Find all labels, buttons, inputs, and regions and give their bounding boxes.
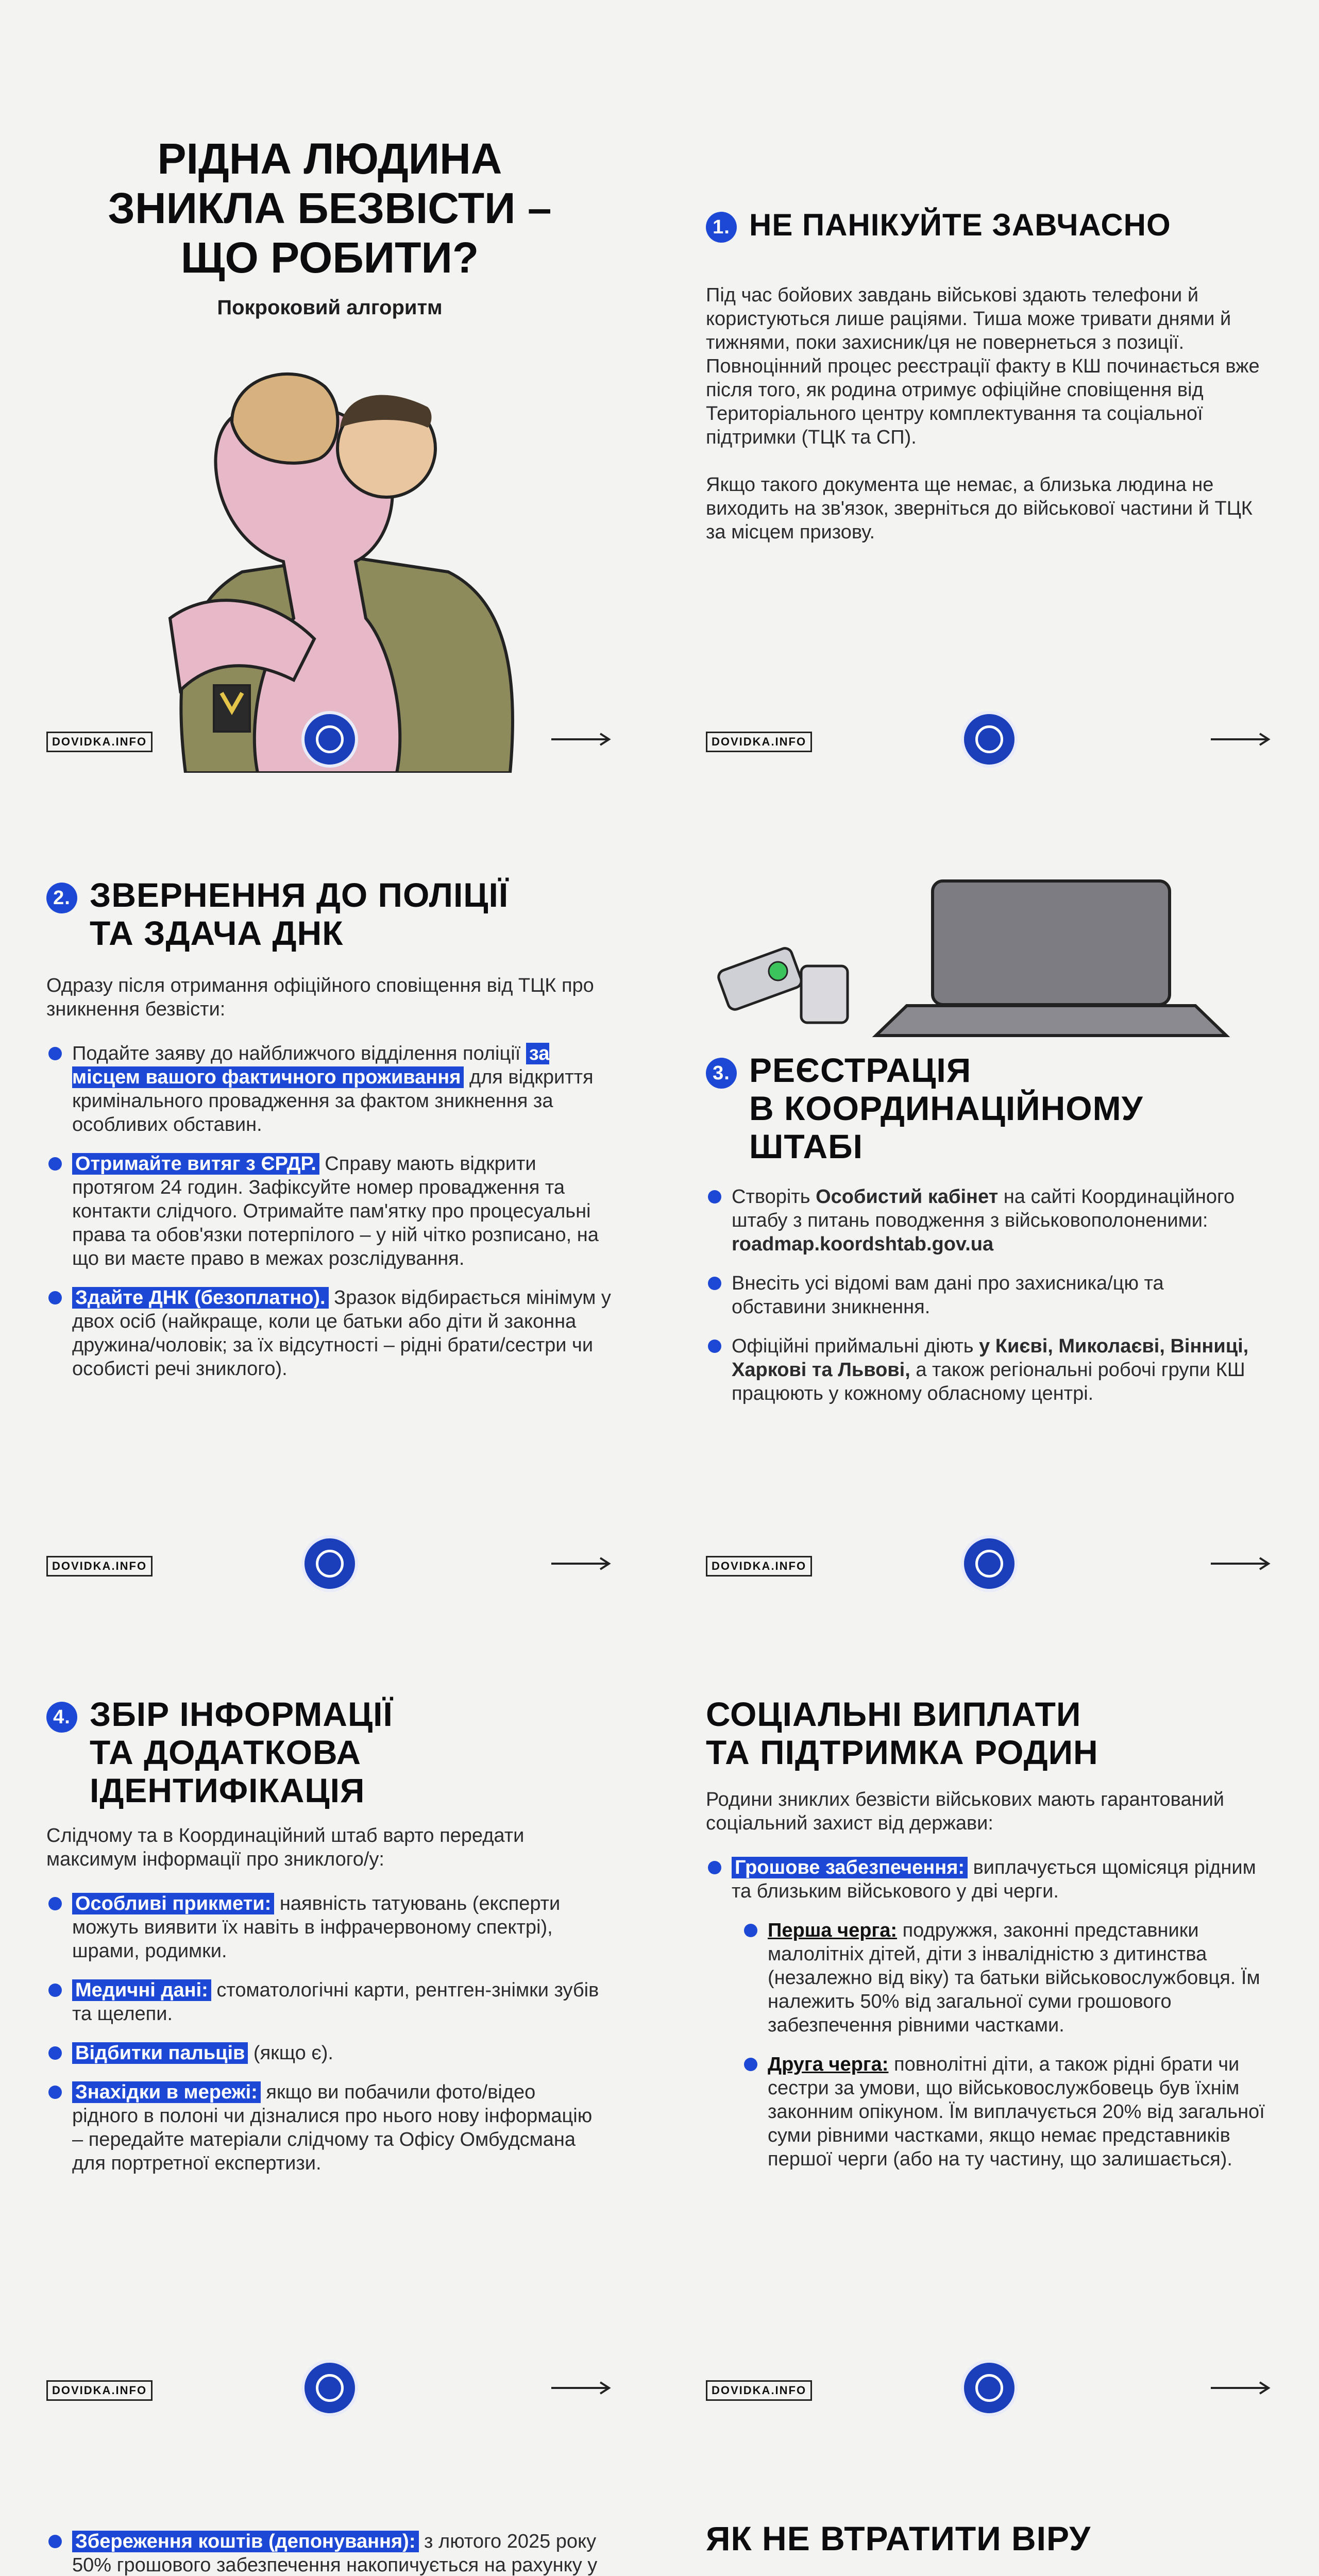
panel-footer (46, 1535, 613, 1592)
step-2-list (46, 1042, 613, 1381)
faith-title: ЯК НЕ ВТРАТИТИ ВІРУ (706, 2519, 1091, 2557)
highlight: Здайте ДНК (безоплатно). (72, 1287, 329, 1309)
list-text: Зразок відбирається мінімум у двох осіб (найкраще, коли це батьки або діти й законна дружина/чоловік; за їх відсутності – рідні брати/сестри чи особисті речі зниклого). (72, 1287, 611, 1380)
list-text: Створіть (732, 1186, 816, 1208)
panel-footer (706, 2360, 1273, 2416)
hug-illustration (77, 330, 593, 773)
highlight: за місцем вашого фактичного проживання (72, 1043, 550, 1088)
panel-footer (706, 711, 1273, 768)
brand-logo: DOVIDKA.INFO (706, 732, 812, 752)
cover-title (0, 134, 660, 282)
step-3-body (706, 1185, 1262, 1421)
arrow-right-icon (551, 2380, 613, 2396)
list-text: Офіційні приймальні діють (732, 1335, 979, 1357)
deposit-list (46, 2530, 603, 2576)
list-item (706, 1272, 1262, 1319)
list-text: (якщо є). (248, 2042, 333, 2064)
step-number-badge: 1. (706, 212, 737, 243)
devices-illustration (711, 871, 1267, 1041)
highlight: Медичні дані: (72, 1979, 211, 2001)
seal-icon (301, 2360, 358, 2416)
panel-footer (46, 2360, 613, 2416)
panel-footer (706, 1535, 1273, 1592)
step-4-list (46, 1892, 603, 2175)
list-item (742, 1919, 1267, 2037)
social-title (706, 1695, 1098, 1771)
social-list (706, 1856, 1267, 2171)
list-text: а також регіональні робочі групи КШ працюють у кожному обласному центрі. (732, 1359, 1245, 1404)
step-number-badge: 3. (706, 1058, 737, 1089)
list-item (46, 1042, 613, 1137)
seal-icon (961, 711, 1018, 768)
highlight: Знахідки в мережі: (72, 2081, 261, 2103)
list-item (46, 1978, 603, 2026)
step-3-title (706, 1051, 1143, 1165)
step-4-intro: Слідчому та в Координаційний штаб варто передати максимум інформації про зниклого/у: (46, 1825, 525, 1870)
list-item (46, 2530, 603, 2576)
step-4-body (46, 1824, 603, 2191)
list-text: для відкриття кримінального провадження за фактом зникнення за особливих обставин. (72, 1066, 594, 1136)
list-item (46, 1286, 613, 1381)
list-text: Внесіть усі відомі вам дані про захисника/цю та обставини зникнення. (732, 1273, 1164, 1318)
list-text: якщо ви побачили фото/відео рідного в полоні чи дізналися про нього нову інформацію – передайте матеріали слідчому та Офісу Омбудсмана для портретної експертизи. (72, 2081, 593, 2174)
highlight: Отримайте витяг з ЄРДР. (72, 1153, 319, 1175)
step-4-heading-line: ЗБІР ІНФОРМАЦІЇ (90, 1695, 393, 1733)
panel-social-payments (660, 1649, 1319, 2473)
step-2-title (46, 876, 509, 952)
step-1-paragraph: Якщо такого документа ще немає, а близька людина не виходить на зв'язок, зверніться до військової частини й ТЦК за місцем призову. (706, 474, 1253, 543)
social-sublist (742, 1919, 1267, 2171)
social-heading-line: ТА ПІДТРИМКА РОДИН (706, 1733, 1098, 1771)
arrow-right-icon (1211, 2380, 1273, 2396)
list-text: повнолітні діти, а також рідні брати чи сестри за умови, що військовослужбовець був їхнім законним опікуном. Їм виплачується 20% від загальної суми рівними частками, якщо немає представників першої черги (або на ту частину, що залишається). (768, 2054, 1265, 2170)
list-item (742, 2053, 1267, 2171)
step-3-heading-line: РЕЄСТРАЦІЯ (749, 1051, 972, 1089)
highlight: Збереження коштів (депонування): (72, 2531, 419, 2552)
seal-icon (301, 711, 358, 768)
brand-logo: DOVIDKA.INFO (46, 1556, 153, 1577)
arrow-right-icon (551, 1556, 613, 1571)
list-text: подружжя, законні представники малолітніх дітей, діти з інвалідністю з дитинства (незалежно від віку) та батьки військовослужбовця. Їм належить 50% від загальної суми грошового забезпечення рівними частками. (768, 1920, 1260, 2036)
panel-step-3 (660, 824, 1319, 1649)
step-number-badge: 2. (46, 883, 77, 913)
cover-title-line: ЗНИКЛА БЕЗВІСТИ – (108, 184, 552, 232)
step-4-heading-line: ТА ДОДАТКОВА (90, 1733, 362, 1771)
cover-title-line: ЩО РОБИТИ? (180, 233, 479, 282)
panel-footer (46, 711, 613, 768)
brand-logo: DOVIDKA.INFO (46, 732, 153, 752)
step-3-heading-line: В КООРДИНАЦІЙНОМУ (749, 1089, 1143, 1127)
step-3-heading-line: ШТАБІ (749, 1127, 863, 1165)
seal-icon (961, 1535, 1018, 1592)
list-bold: Перша черга: (768, 1920, 898, 1941)
cover-subtitle: Покроковий алгоритм (217, 296, 443, 319)
panel-step-2 (0, 824, 660, 1649)
list-item (706, 1185, 1262, 1256)
seal-icon (961, 2360, 1018, 2416)
step-2-body (46, 974, 613, 1396)
step-2-heading-line: ТА ЗДАЧА ДНК (90, 914, 344, 952)
list-bold: Особистий кабінет (816, 1186, 999, 1208)
list-text: з лютого 2025 року 50% грошового забезпечення накопичується на рахунку у (72, 2531, 598, 2576)
list-item (706, 1856, 1267, 2171)
list-item (46, 2041, 603, 2065)
cover-title-line: РІДНА ЛЮДИНА (157, 134, 502, 183)
arrow-right-icon (1211, 1556, 1273, 1571)
step-4-title (46, 1695, 393, 1809)
list-item (46, 1152, 613, 1270)
arrow-right-icon (551, 732, 613, 747)
panel-deposit-benefits (0, 2473, 660, 2576)
panel-step-4 (0, 1649, 660, 2473)
social-heading-line: СОЦІАЛЬНІ ВИПЛАТИ (706, 1695, 1081, 1733)
panel-keep-faith (660, 2473, 1319, 2576)
brand-logo: DOVIDKA.INFO (706, 2380, 812, 2401)
brand-logo: DOVIDKA.INFO (706, 1556, 812, 1577)
highlight: Відбитки пальців (72, 2042, 248, 2064)
list-text: стоматологічні карти, рентген-знімки зубів та щелепи. (72, 1979, 599, 2025)
step-2-intro: Одразу після отримання офіційного сповіщення від ТЦК про зникнення безвісти: (46, 975, 594, 1020)
step-number-badge: 4. (46, 1702, 77, 1733)
step-1-paragraph: Під час бойових завдань військові здають телефони й користуються лише раціями. Тиша може тривати днями й тижнями, поки захисник/ця не повернеться з позиції. Повноцінний процес реєстрації факту в КШ починається вже після того, як родина отримує офіційне сповіщення від Територіального центру комплектування та соціальної підтримки (ТЦК та СП). (706, 284, 1260, 448)
list-text: Справу мають відкрити протягом 24 годин. Зафіксуйте номер провадження та контакти слідчого. Отримайте пам'ятку про процесуальні права та обов'язки потерпілого – у ній чітко розписано, на що ви маєте право в межах розслідування. (72, 1153, 599, 1269)
list-item (46, 1892, 603, 1963)
list-item (706, 1334, 1262, 1405)
step-3-list (706, 1185, 1262, 1405)
step-1-body (706, 283, 1262, 544)
step-1-title (706, 206, 1171, 244)
arrow-right-icon (1211, 732, 1273, 747)
list-bold: Друга черга: (768, 2054, 889, 2075)
seal-icon (301, 1535, 358, 1592)
highlight: Грошове забезпечення: (732, 1857, 968, 1878)
social-intro: Родини зниклих безвісти військових мають гарантований соціальний захист від держави: (706, 1789, 1225, 1834)
step-4-heading-line: ІДЕНТИФІКАЦІЯ (90, 1771, 365, 1809)
highlight: Особливі прикмети: (72, 1893, 274, 1914)
brand-logo: DOVIDKA.INFO (46, 2380, 153, 2401)
list-text: виплачується щомісяця рідним та близьким військового у дві черги. (732, 1857, 1256, 1902)
step-1-heading: НЕ ПАНІКУЙТЕ ЗАВЧАСНО (749, 208, 1171, 242)
panel-step-1 (660, 0, 1319, 824)
list-text: на сайті Координаційного штабу з питань поводження з військовополоненими: (732, 1186, 1235, 1231)
deposit-body (46, 2530, 603, 2576)
list-text: наявність татуювань (експерти можуть виявити їх навіть в інфрачервоному спектрі), шрами, родимки. (72, 1893, 561, 1962)
list-item (46, 2080, 603, 2175)
koordshtab-link[interactable]: roadmap.koordshtab.gov.ua (732, 1233, 994, 1255)
list-bold: у Києві, Миколаєві, Вінниці, Харкові та Львові, (732, 1335, 1249, 1381)
panel-cover (0, 0, 660, 824)
social-body (706, 1788, 1267, 2187)
step-2-heading-line: ЗВЕРНЕННЯ ДО ПОЛІЦІЇ (90, 876, 509, 914)
list-text: Подайте заяву до найближчого відділення поліції (72, 1043, 526, 1064)
